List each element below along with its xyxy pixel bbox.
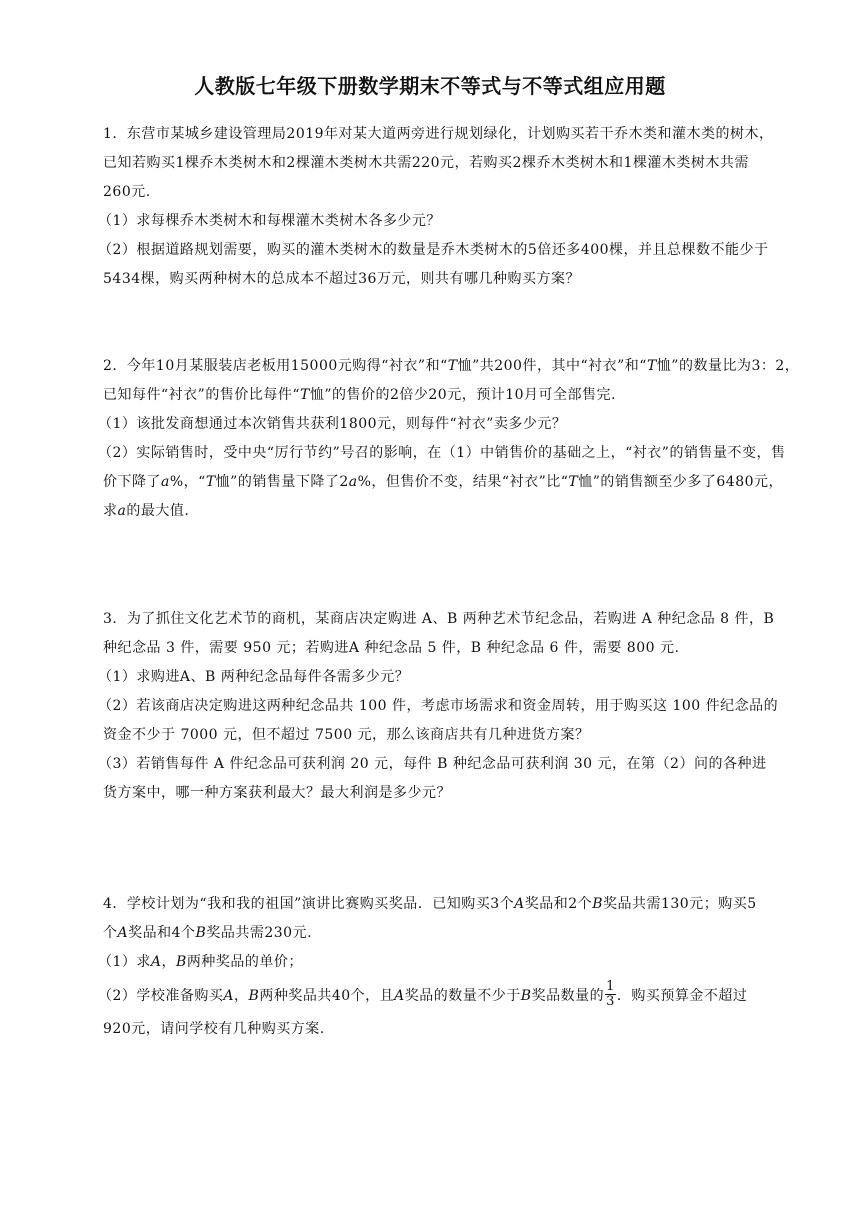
sub-question: （1）求每棵乔木类树木和每棵灌木类树木各多少元？ <box>98 213 441 229</box>
problem-2 <box>98 352 803 526</box>
sub-question-text: ．购买预算金不超过 <box>616 988 748 1004</box>
fraction-denominator: 3 <box>606 993 615 1009</box>
problem-text-line: 1．东营市某城乡建设管理局2019年对某大道两旁进行规划绿化，计划购买若干乔木类和灌木类的树木， <box>103 126 774 142</box>
sub-question-text: （2）学校准备购买A，B两种奖品共40个，且A奖品的数量不少于B奖品数量的 <box>98 988 605 1004</box>
sub-question: （1）求购进A、B 两种纪念品每件各需多少元？ <box>98 669 410 685</box>
fraction <box>605 980 616 1009</box>
problem-text-line: 已知每件“衬衣”的售价比每件“T恤”的售价的2倍少20元，预计10月可全部售完. <box>103 387 616 403</box>
sub-question: （2）若该商店决定购进这两种纪念品共 100 件，考虑市场需求和资金周转，用于购买这 100 件纪念品的 <box>98 698 779 714</box>
problem-1 <box>98 120 803 294</box>
problem-text-line: 求a的最大值. <box>103 503 190 519</box>
problem-text-line: 260元. <box>103 184 151 200</box>
problem-text-line: 个A奖品和4个B奖品共需230元. <box>103 925 313 941</box>
fraction-numerator: 1 <box>606 978 615 994</box>
problem-4 <box>98 890 803 1044</box>
sub-question: （1）该批发商想通过本次销售共获利1800元，则每件“衬衣”卖多少元？ <box>98 416 567 432</box>
sub-question: （1）求A，B两种奖品的单价； <box>98 954 303 970</box>
problem-text-line: 4．学校计划为“我和我的祖国”演讲比赛购买奖品．已知购买3个A奖品和2个B奖品共需130元；购买5 <box>103 896 757 912</box>
sub-question: （3）若销售每件 A 件纪念品可获利润 20 元，每件 B 种纪念品可获利润 30 元，在第（2）问的各种进 <box>98 756 767 772</box>
problem-text-line: 价下降了a%，“T恤”的销售量下降了2a%，但售价不变，结果“衬衣”比“T恤”的销售额至少多了6480元， <box>103 474 784 490</box>
problem-3 <box>98 605 803 808</box>
problem-text-line: 已知若购买1棵乔木类树木和2棵灌木类树木共需220元，若购买2棵乔木类树木和1棵灌木类树木共需 <box>103 155 749 171</box>
sub-question: （2）实际销售时，受中央“厉行节约”号召的影响，在（1）中销售价的基础之上，“衬衣”的销售量不变，售 <box>98 445 786 461</box>
problem-text-line: 货方案中，哪一种方案获利最大？最大利润是多少元？ <box>103 785 451 801</box>
sub-question: （2）根据道路规划需要，购买的灌木类树木的数量是乔木类树木的5倍还多400棵，并且总棵数不能少于 <box>98 242 769 258</box>
problem-text-line: 种纪念品 3 件，需要 950 元；若购进A 种纪念品 5 件，B 种纪念品 6 件，需要 800 元. <box>103 640 680 656</box>
problem-text-line: 920元，请问学校有几种购买方案. <box>103 1021 325 1037</box>
sub-question <box>98 977 803 1015</box>
problem-text-line: 资金不少于 7000 元，但不超过 7500 元，那么该商店共有几种进货方案？ <box>103 727 590 743</box>
problem-text-line: 5434棵，购买两种树木的总成本不超过36万元，则共有哪几种购买方案？ <box>103 271 580 287</box>
problem-text-line: 3．为了抓住文化艺术节的商机，某商店决定购进 A、B 两种艺术节纪念品，若购进 A 种纪念品 8 件，B <box>103 611 775 627</box>
page-title: 人教版七年级下册数学期末不等式与不等式组应用题 <box>194 74 666 98</box>
problem-text-line: 2．今年10月某服装店老板用15000元购得“衬衣”和“T恤”共200件，其中“衬衣”和“T恤”的数量比为3：2， <box>103 358 800 374</box>
